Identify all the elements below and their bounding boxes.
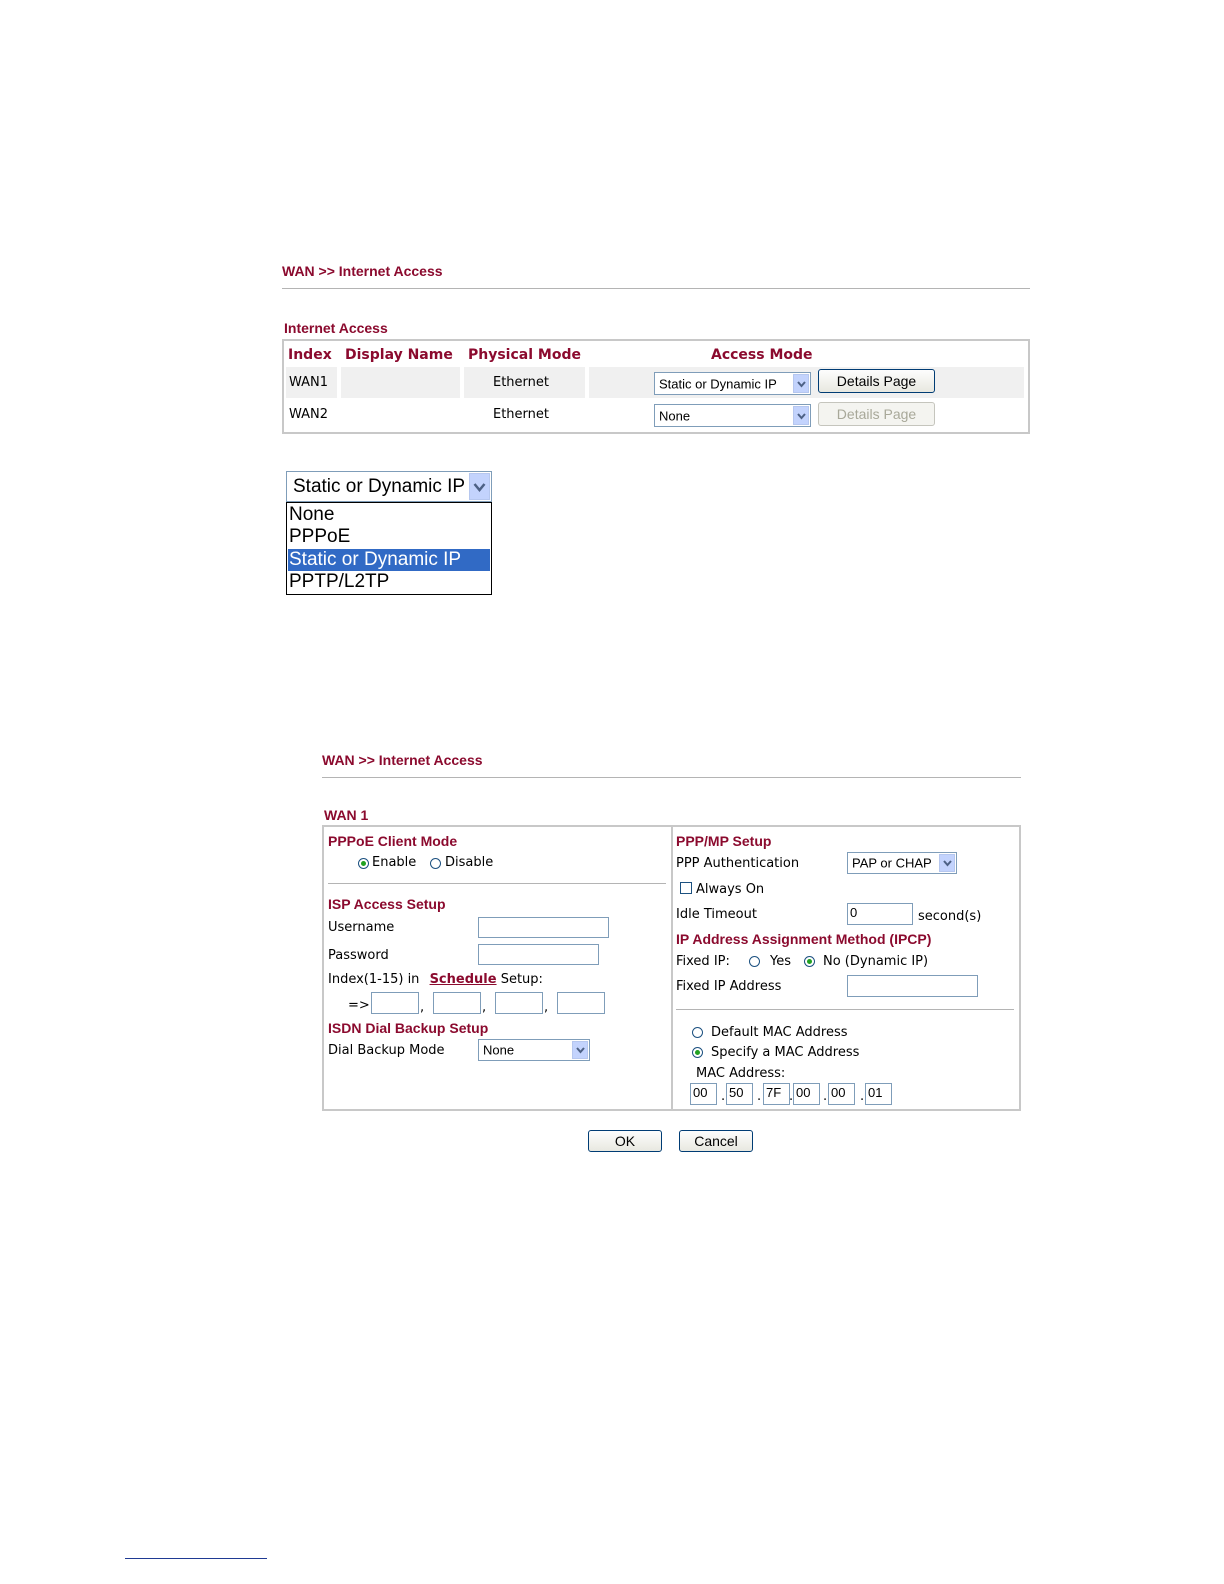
col-header-physical-mode: Physical Mode <box>468 347 581 363</box>
dial-backup-mode-label: Dial Backup Mode <box>328 1043 445 1058</box>
mac-octet-input-2[interactable]: 50 <box>726 1083 753 1105</box>
password-input[interactable] <box>478 944 599 965</box>
ok-button[interactable]: OK <box>588 1130 662 1152</box>
ppp-authentication-select[interactable]: PAP or CHAP <box>847 852 957 874</box>
mac-octet-input-3[interactable]: 7F <box>763 1083 790 1105</box>
isp-access-setup-title: ISP Access Setup <box>328 896 446 912</box>
row-index: WAN2 <box>289 407 329 422</box>
mac-octet-input-6[interactable]: 01 <box>865 1083 892 1105</box>
col-header-display-name: Display Name <box>345 347 453 363</box>
dropdown-option-selected[interactable]: Static or Dynamic IP <box>288 549 490 571</box>
chevron-down-icon <box>939 854 955 872</box>
row-physical-mode: Ethernet <box>493 407 549 422</box>
isdn-dial-backup-title: ISDN Dial Backup Setup <box>328 1020 489 1036</box>
col-header-index: Index <box>288 347 332 363</box>
disable-label: Disable <box>445 855 494 870</box>
idle-timeout-input[interactable]: 0 <box>847 903 913 925</box>
section-title: WAN 1 <box>324 807 369 823</box>
disable-radio[interactable] <box>430 858 441 869</box>
access-mode-select[interactable]: Static or Dynamic IP <box>654 372 811 395</box>
wan-table <box>282 339 1030 434</box>
mac-octet-input-1[interactable]: 00 <box>690 1083 717 1105</box>
schedule-index-label: Index(1-15) in Schedule Setup: <box>328 972 543 987</box>
fixed-ip-label: Fixed IP: <box>676 954 730 969</box>
divider <box>322 777 1021 778</box>
details-page-button[interactable]: Details Page <box>818 402 935 426</box>
col-header-access-mode: Access Mode <box>711 347 813 363</box>
breadcrumb: WAN >> Internet Access <box>322 752 483 768</box>
mac-octet-input-4[interactable]: 00 <box>793 1083 820 1105</box>
cancel-button[interactable]: Cancel <box>679 1130 753 1152</box>
arrow-label: => <box>348 998 370 1013</box>
always-on-checkbox[interactable] <box>680 882 692 894</box>
password-label: Password <box>328 948 389 963</box>
section-title: Internet Access <box>284 320 388 336</box>
dropdown-option[interactable]: PPTP/L2TP <box>289 571 390 592</box>
ppp-authentication-label: PPP Authentication <box>676 856 800 871</box>
fixed-ip-yes-radio[interactable] <box>749 956 760 967</box>
footnote-rule <box>125 1558 267 1559</box>
dropdown-option[interactable]: None <box>289 504 335 525</box>
chevron-down-icon <box>793 406 809 425</box>
chevron-down-icon <box>793 374 809 393</box>
fixed-ip-no-label: No (Dynamic IP) <box>823 954 929 969</box>
row-index: WAN1 <box>289 375 329 390</box>
schedule-index-input-4[interactable] <box>557 992 605 1014</box>
table-row <box>286 367 1024 398</box>
username-label: Username <box>328 920 395 935</box>
idle-timeout-label: Idle Timeout <box>676 907 757 922</box>
dropdown-list <box>286 502 492 595</box>
access-mode-dropdown[interactable]: Static or Dynamic IP <box>286 471 492 502</box>
row-physical-mode: Ethernet <box>493 375 549 390</box>
schedule-index-input-1[interactable] <box>371 992 419 1014</box>
fixed-ip-yes-label: Yes <box>770 954 791 969</box>
details-page-button[interactable]: Details Page <box>818 369 935 393</box>
table-row <box>286 400 1024 430</box>
fixed-ip-address-input[interactable] <box>847 975 978 997</box>
divider <box>282 288 1030 289</box>
dial-backup-mode-select[interactable]: None <box>478 1039 590 1061</box>
idle-timeout-unit: second(s) <box>918 909 982 924</box>
default-mac-radio[interactable] <box>692 1027 703 1038</box>
access-mode-select[interactable]: None <box>654 404 811 427</box>
username-input[interactable] <box>478 917 609 938</box>
specify-mac-label: Specify a MAC Address <box>711 1045 860 1060</box>
pppoe-client-mode-title: PPPoE Client Mode <box>328 833 458 849</box>
chevron-down-icon <box>469 473 490 500</box>
mac-address-label: MAC Address: <box>696 1066 786 1081</box>
chevron-down-icon <box>572 1041 588 1059</box>
ipcp-title: IP Address Assignment Method (IPCP) <box>676 931 932 947</box>
enable-label: Enable <box>372 855 417 870</box>
dropdown-option[interactable]: PPPoE <box>289 526 351 547</box>
fixed-ip-no-radio[interactable] <box>804 956 815 967</box>
specify-mac-radio[interactable] <box>692 1047 703 1058</box>
breadcrumb: WAN >> Internet Access <box>282 263 443 279</box>
fixed-ip-address-label: Fixed IP Address <box>676 979 782 994</box>
schedule-index-input-3[interactable] <box>495 992 543 1014</box>
default-mac-label: Default MAC Address <box>711 1025 848 1040</box>
enable-radio[interactable] <box>358 858 369 869</box>
schedule-link[interactable]: Schedule <box>429 972 497 987</box>
always-on-label: Always On <box>696 882 765 897</box>
ppp-mp-setup-title: PPP/MP Setup <box>676 833 772 849</box>
schedule-index-input-2[interactable] <box>433 992 481 1014</box>
wan1-settings-panel: PPPoE Client Mode Enable Disable ISP Access Setup Username Password Index(1-15) in Schedule Setup: => , , , ISDN Dial Backup Setup Dial Backup Mode None PPP/MP Setup PPP Authentication PAP or CHAP Always On Idle Timeout 0 second(s) IP Address Assignment Method (IPCP) Fixed IP: Yes No (Dynamic IP) Fixed IP Address Default MAC Address Specify a MAC Address MAC Address: 00 . 50 . 7F . 00 . 00 . 01 <box>322 825 1021 1111</box>
mac-octet-input-5[interactable]: 00 <box>828 1083 855 1105</box>
